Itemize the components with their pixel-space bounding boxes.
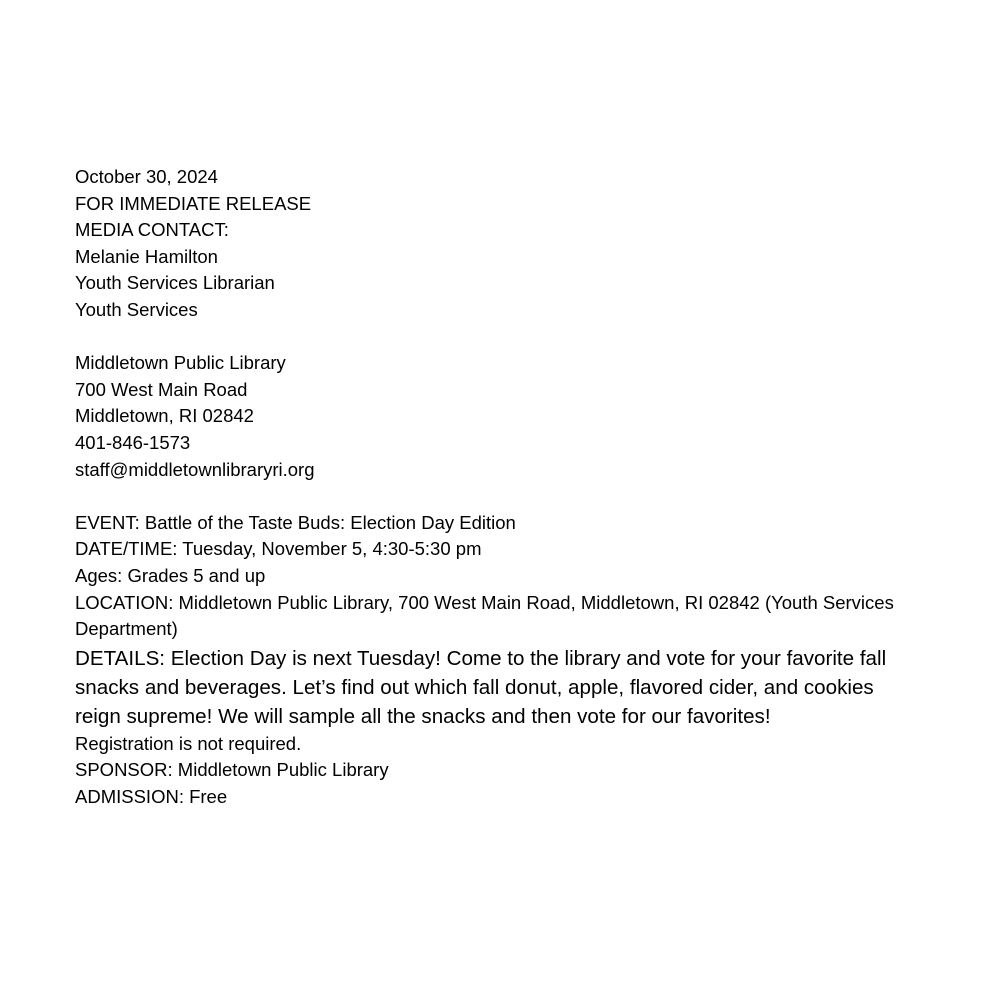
event-admission: ADMISSION: Free xyxy=(75,785,228,807)
event-details: DETAILS: Election Day is next Tuesday! Come to the library and vote for your favorite fall snacks and beverages. Let’s find out which fall donut, apple, flavored cider, and cookies reign supreme! We will sample all the snacks and then vote for our favorites! xyxy=(75,646,887,728)
email-address: staff@middletownlibraryri.org xyxy=(75,458,315,480)
event-location: LOCATION: Middletown Public Library, 700 West Main Road, Middletown, RI 02842 (Youth Services Department) xyxy=(75,591,894,640)
spacer xyxy=(75,324,955,351)
contact-title: Youth Services Librarian xyxy=(75,272,275,294)
street-address: 700 West Main Road xyxy=(75,378,248,400)
media-contact-label: MEDIA CONTACT: xyxy=(75,219,229,241)
release-label: FOR IMMEDIATE RELEASE xyxy=(75,192,312,214)
event-title: EVENT: Battle of the Taste Buds: Election Day Edition xyxy=(75,511,516,533)
contact-department: Youth Services xyxy=(75,298,198,320)
contact-name: Melanie Hamilton xyxy=(75,245,218,267)
city-state-zip: Middletown, RI 02842 xyxy=(75,405,254,427)
organization-name: Middletown Public Library xyxy=(75,352,286,374)
phone-number: 401-846-1573 xyxy=(75,431,191,453)
release-date: October 30, 2024 xyxy=(75,166,218,187)
event-datetime: DATE/TIME: Tuesday, November 5, 4:30-5:30 pm xyxy=(75,538,482,560)
spacer xyxy=(75,483,955,510)
event-sponsor: SPONSOR: Middletown Public Library xyxy=(75,759,389,781)
event-ages: Ages: Grades 5 and up xyxy=(75,564,266,586)
event-registration: Registration is not required. xyxy=(75,732,302,754)
press-release xyxy=(75,164,955,810)
